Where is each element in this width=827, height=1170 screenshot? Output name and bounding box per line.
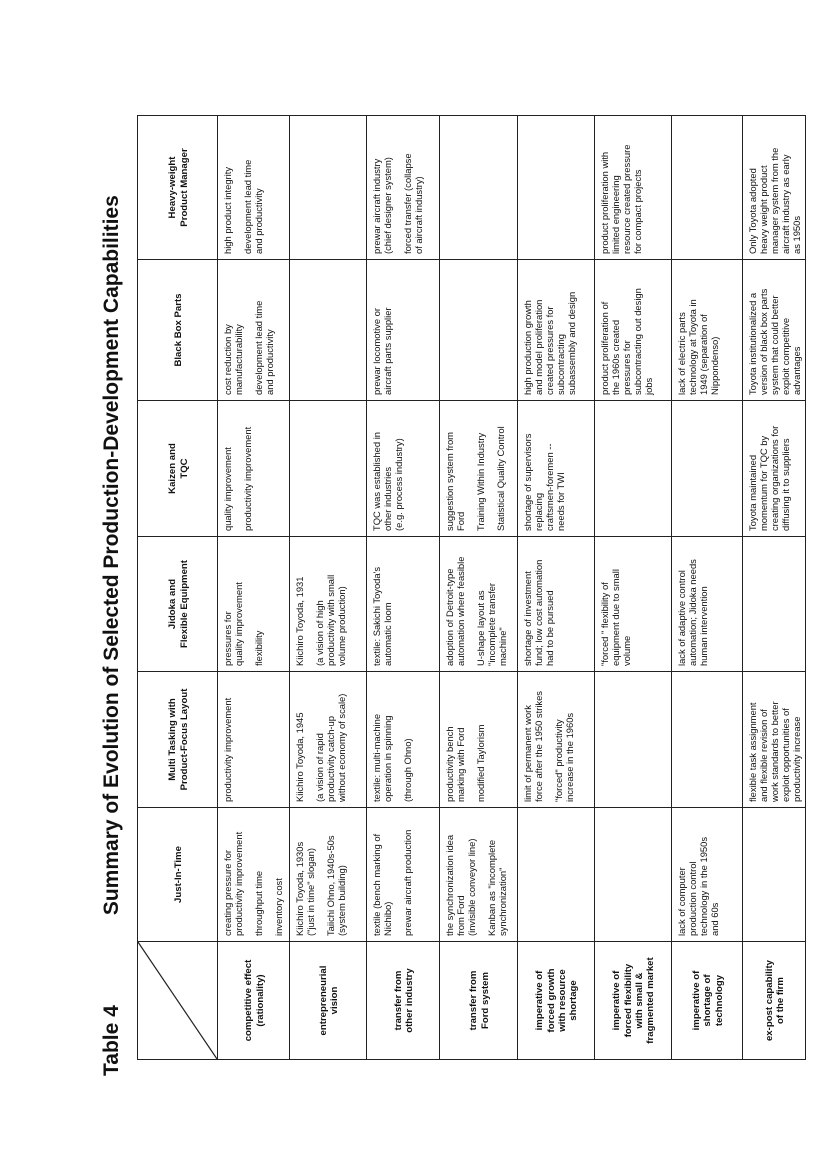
- cell-paragraph: U-shape layout as "incomplete transfer machine": [475, 582, 509, 666]
- row-header: [743, 942, 806, 1060]
- table-cell: [290, 808, 367, 942]
- table-cell: [595, 401, 672, 537]
- row-header: [367, 942, 440, 1060]
- table-cell: [672, 401, 743, 537]
- table-row: [440, 116, 518, 1060]
- table-cell: [440, 260, 518, 401]
- cell-paragraph: Kiichiro Toyoda, 1930s ("just in time" slogan): [294, 841, 317, 936]
- row-header-label: competitive effect (rationality): [243, 959, 266, 1042]
- row-header-label: entrepreneurial vision: [317, 965, 340, 1036]
- cell-paragraph: flexible task assignment and flexible revision of work standards to better exploit opportunities of productivity increase: [747, 701, 803, 802]
- table-cell: [743, 116, 806, 260]
- cell-paragraph: lack of electric parts technology at Toyota in 1949 (separation of Nippondenso): [676, 299, 721, 395]
- table-caption: Summary of Evolution of Selected Production-Development Capabilities: [100, 195, 123, 916]
- table-cell: [440, 401, 518, 537]
- cell-paragraph: prewar aircraft production: [402, 829, 414, 936]
- table-cell: [440, 537, 518, 672]
- cell-paragraph: quality improvement: [222, 447, 233, 531]
- cell-paragraph: Toyota institutionalized a version of black box parts system that could better exploit competitive advantages: [747, 288, 803, 395]
- column-header: Jidoka and Flexible Equipment: [138, 537, 218, 672]
- table-cell: [518, 401, 595, 537]
- cell-paragraph: productivity improvement: [242, 426, 254, 531]
- row-header-label: transfer from Ford system: [468, 970, 491, 1031]
- table-cell: [440, 116, 518, 260]
- cell-paragraph: textile (bench marking of Nichibo): [371, 833, 394, 936]
- cell-paragraph: lack of adaptive control automation; Jidoka needs human intervention: [676, 559, 710, 666]
- table-cell: [290, 116, 367, 260]
- row-header: [518, 942, 595, 1060]
- cell-paragraph: high production growth and model proliferation created pressures for subcontracting subassembly and design: [522, 291, 578, 395]
- cell-paragraph: shortage of supervisors replacing craftsmen-foremen -- needs for TWI: [522, 433, 567, 531]
- cell-paragraph: productivity improvement: [222, 697, 233, 802]
- table-row: [367, 116, 440, 1060]
- cell-paragraph: "forced" productivity increase in the 1960s: [553, 712, 576, 802]
- table-cell: [290, 537, 367, 672]
- table-cell: [743, 537, 806, 672]
- cell-paragraph: shortage of investment fund; low cost automation had to be pursued: [522, 559, 556, 666]
- column-header: Heavy-weight Product Manager: [138, 116, 218, 260]
- table-cell: [218, 401, 290, 537]
- table-cell: [518, 116, 595, 260]
- table-cell: [672, 672, 743, 808]
- table-cell: [595, 537, 672, 672]
- cell-paragraph: Statistical Quality Control: [495, 426, 507, 531]
- row-header: [595, 942, 672, 1060]
- row-header: [440, 942, 518, 1060]
- table-cell: [218, 808, 290, 942]
- cell-paragraph: prewar aircraft industry (chief designer system): [371, 157, 394, 254]
- row-header: [672, 942, 743, 1060]
- row-header-label: ex-post capability of the firm: [763, 959, 786, 1042]
- table-cell: [518, 260, 595, 401]
- table-cell: [743, 808, 806, 942]
- cell-paragraph: prewar locomotive or aircraft parts supplier: [371, 307, 394, 395]
- table-cell: [595, 672, 672, 808]
- table-cell: [218, 260, 290, 401]
- table-cell: [672, 537, 743, 672]
- cell-paragraph: textile: Sakichi Toyoda's automatic loom: [371, 566, 394, 666]
- row-header-label: imperative of shortage of technology: [691, 970, 725, 1031]
- column-header: Multi Tasking with Product-Focus Layout: [138, 672, 218, 808]
- table-cell: [672, 116, 743, 260]
- row-header: [290, 942, 367, 1060]
- column-header: Kaizen and TQC: [138, 401, 218, 537]
- corner-cell: [138, 942, 218, 1060]
- table-cell: [518, 672, 595, 808]
- table-cell: [672, 808, 743, 942]
- table-cell: [367, 808, 440, 942]
- cell-paragraph: lack of computer production control technology in the 1950s and 60s: [676, 836, 721, 936]
- row-header-label: transfer from other industry: [392, 968, 415, 1033]
- column-header: Just-In-Time: [138, 808, 218, 942]
- table-cell: [367, 672, 440, 808]
- cell-paragraph: TQC was established in other industries (e.g. process industry): [371, 431, 405, 531]
- cell-paragraph: forced transfer (collapse of aircraft industry): [402, 153, 425, 254]
- cell-paragraph: development lead time and productivity: [253, 300, 276, 395]
- cell-paragraph: flexibility: [253, 630, 265, 666]
- table-cell: [290, 672, 367, 808]
- diagonal-divider: [138, 942, 217, 1059]
- table-cell: [290, 401, 367, 537]
- table-title: [100, 116, 132, 1082]
- cell-paragraph: Kiichiro Toyoda, 1945: [294, 712, 305, 802]
- cell-paragraph: product proliferation with limited engineering resource created pressure for compact projects: [599, 144, 644, 254]
- cell-paragraph: high product integrity: [222, 166, 233, 254]
- table-cell: [218, 672, 290, 808]
- table-cell: [743, 260, 806, 401]
- table-row: [290, 116, 367, 1060]
- table-cell: [218, 116, 290, 260]
- column-header: Black Box Parts: [138, 260, 218, 401]
- row-header: [218, 942, 290, 1060]
- cell-paragraph: Only Toyota adopted heavy weight product manager system from the aircraft industry as early as 1950s: [747, 147, 803, 254]
- table-cell: [595, 116, 672, 260]
- cell-paragraph: adoption of Detroit-type automation where feasible: [444, 556, 467, 666]
- table-number: Table 4: [100, 1005, 123, 1076]
- cell-paragraph: creating pressure for productivity improvement: [222, 831, 245, 936]
- cell-paragraph: development lead time and productivity: [242, 159, 265, 254]
- cell-paragraph: cost reduction by manufacturability: [222, 324, 245, 395]
- table-cell: [367, 401, 440, 537]
- table-row: [595, 116, 672, 1060]
- table-cell: [743, 672, 806, 808]
- cell-paragraph: Kanban as "incomplete synchronization": [486, 839, 509, 936]
- table-cell: [440, 808, 518, 942]
- table-cell: [595, 260, 672, 401]
- cell-paragraph: pressures for quality improvement: [222, 582, 245, 666]
- table-cell: [518, 808, 595, 942]
- table-cell: [367, 260, 440, 401]
- row-header-label: imperative of forced flexibility with small & fragmented market: [611, 957, 657, 1044]
- cell-paragraph: the synchronization idea from Ford (invisible conveyor line): [444, 834, 478, 936]
- cell-paragraph: limit of permanent work force after the 1950 strikes: [522, 691, 545, 802]
- table-row: [518, 116, 595, 1060]
- table-cell: [595, 808, 672, 942]
- table-body: [218, 116, 806, 1060]
- cell-paragraph: (a vision of high productivity with small volume production): [314, 574, 348, 666]
- cell-paragraph: textile: multi-machine operation in spinning: [371, 713, 394, 802]
- table-cell: [743, 401, 806, 537]
- cell-paragraph: "forced " flexibility of equipment due to small volume: [599, 569, 633, 666]
- cell-paragraph: throughput time: [253, 870, 265, 936]
- cell-paragraph: Training Within Industry: [475, 432, 487, 531]
- cell-paragraph: Kiichiro Toyoda, 1931: [294, 576, 305, 666]
- table-cell: [290, 260, 367, 401]
- table-row: [672, 116, 743, 1060]
- header-row: [138, 116, 218, 1060]
- table-cell: [367, 116, 440, 260]
- capabilities-table: [137, 115, 806, 1060]
- cell-paragraph: modified Taylorism: [475, 724, 487, 802]
- cell-paragraph: inventory cost: [273, 878, 285, 936]
- table-row: [743, 116, 806, 1060]
- table-cell: [218, 537, 290, 672]
- cell-paragraph: (through Ohno): [402, 738, 414, 802]
- row-header-label: imperative of forced growth with resource shortage: [534, 968, 580, 1033]
- cell-paragraph: product proliferation of the 1960s created pressures for subcontracting out design jobs: [599, 288, 655, 395]
- table-cell: [518, 537, 595, 672]
- cell-paragraph: Taiichi Ohno, 1940s-50s (system building): [325, 835, 348, 936]
- rotated-table-page: [100, 116, 803, 1082]
- table-cell: [440, 672, 518, 808]
- cell-paragraph: productivity bench marking with Ford: [444, 726, 467, 802]
- table-cell: [367, 537, 440, 672]
- cell-paragraph: Toyota maintained momentum for TQC by creating organizations for diffusing it to suppliers: [747, 425, 792, 531]
- cell-paragraph: suggestion system from Ford: [444, 432, 467, 531]
- cell-paragraph: (a vision of rapid productivity catch-up without economy of scale): [314, 693, 348, 802]
- table-cell: [672, 260, 743, 401]
- table-row: [218, 116, 290, 1060]
